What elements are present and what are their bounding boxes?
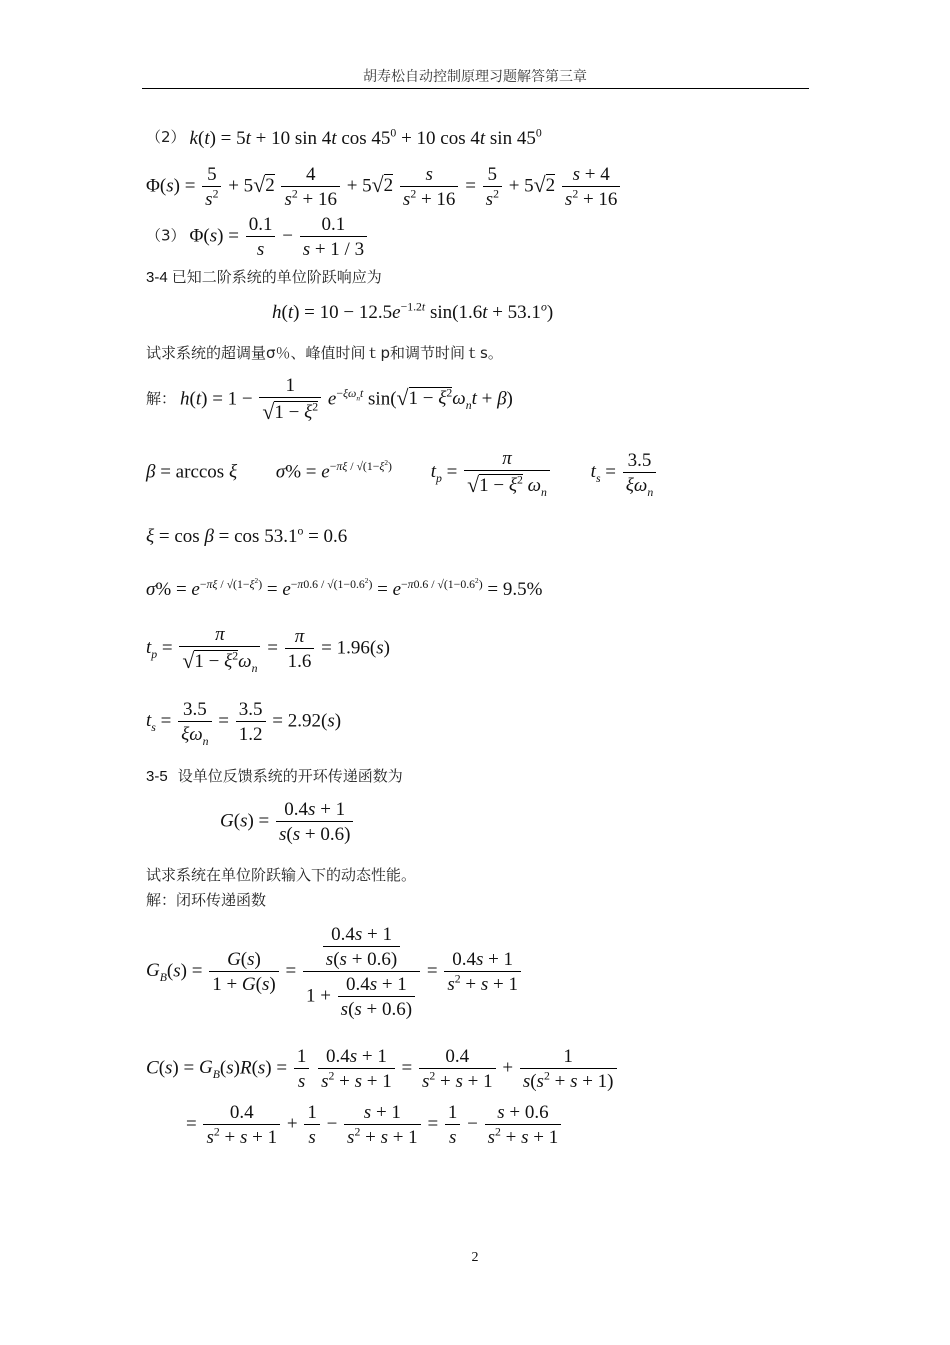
problem-3-5-heading (146, 765, 403, 786)
solution-3-5-heading (146, 889, 266, 910)
page-header: 胡寿松自动控制原理习题解答第三章 (363, 69, 587, 85)
definitions-line (146, 449, 658, 497)
part-2-label: （2） (146, 128, 186, 146)
problem-3-4-question: 试求系统的超调量σ％、峰值时间ｔp和调节时间ｔs。 (146, 344, 503, 362)
xi-line (146, 524, 348, 547)
peak-time-line (146, 625, 390, 673)
open-loop-formula: G(s) = $\frac{0.4s + 1}{s(s + 0.6)}$ (220, 800, 355, 844)
phi-s-formula: Φ(s) = $\frac{5}{s^2}$ + 5√2 $\frac{4}{s^2 + 16}$ + 5√2 $\frac{s}{s^2 + 16}$ = $\frac{5}{s^2}$ + 5√2 $\frac{s + 4}{s^2 + 16}$ (146, 165, 622, 209)
problem-3-4-text: 已知二阶系统的单位阶跃响应为 (171, 268, 382, 286)
part-3-formula: Φ(s) = $\frac{0.1}{s}$ − $\frac{0.1}{s + 1 / 3}$ (190, 215, 370, 259)
overshoot-line (146, 575, 543, 600)
closed-loop-label: 闭环传递函数 (176, 891, 267, 909)
closed-loop-line (146, 925, 523, 1019)
problem-3-4-number: 3-4 (146, 269, 168, 286)
solution-h-line (146, 376, 513, 424)
closed-loop-formula: $G_B(s)$ = $\frac{G(s)}{1 + G(s)}$ = $\frac{0.4s + 1}{s(s + 0.6)}$ 1 + $\frac{0.4s + 1}{s(s + 0.6)}$ = $\frac{0.4s + 1}{s^2 + s + 1}$ (146, 925, 523, 1019)
k-of-t-line (146, 126, 542, 148)
output-formula-2: = $\frac{0.4}{s^2 + s + 1}$ + $\frac{1}{s}$ − $\frac{s + 1}{s^2 + s + 1}$ = $\frac{1}{s}$ − $\frac{s + 0.6}{s^2 + s + 1}$ (186, 1103, 563, 1147)
h-of-t-formula: $h(t) = 10 - 12.5e^{-1.2t}$ $\sin(1.6t + 53.1^o)$ (272, 300, 554, 323)
settling-time-line (146, 699, 342, 748)
open-loop-line (220, 800, 355, 844)
overshoot-formula: $\sigma\% = e^{-\pi\xi / √(1-\xi^2)} = e^{-\pi 0.6 / √(1-0.6^2)} = e^{-\pi 0.6 / √(1-0.6^2)} = 9.5\%$ (146, 575, 543, 600)
part-3-label: （3） (146, 226, 186, 245)
problem-3-4-heading (146, 266, 382, 287)
phi-s-line (146, 165, 622, 209)
solution-label-3-5: 解： (146, 891, 177, 909)
part-3-line (146, 215, 369, 259)
solution-h-formula: h(t) = 1 − $\frac{1}{√1 - \xi^2}$ $e^{-\xi\omega_nt}$ $\sin(√1 - \xi^2\omega_nt + \beta)$ (180, 375, 513, 425)
settling-time-formula: $t_s$ = $\frac{3.5}{\xi\omega_n}$ = $\frac{3.5}{1.2}$ = 2.92(s) (146, 699, 342, 748)
header-rule (142, 88, 809, 89)
solution-label-3-4: 解： (146, 389, 177, 408)
problem-3-5-question: 试求系统在单位阶跃输入下的动态性能。 (146, 866, 417, 884)
problem-3-5-number: 3-5 (146, 768, 168, 785)
output-line-1 (146, 1047, 619, 1091)
output-formula-1: $C(s) = G_B(s)R(s)$ = $\frac{1}{s}$ $\frac{0.4s + 1}{s^2 + s + 1}$ = $\frac{0.4}{s^2 + s + 1}$ + $\frac{1}{s(s^2 + s + 1)}$ (146, 1047, 619, 1091)
h-of-t-given (272, 300, 554, 323)
definitions-formula: β = arccos ξ $\sigma\% = e^{-\pi\xi / √(1-\xi^2)}$ $t_p$ = $\frac{\pi}{√1 - \xi^2 \omega_n}$ $t_s$ = $\frac{3.5}{\xi\omega_n}$ (146, 449, 658, 497)
problem-3-5-text: 设单位反馈系统的开环传递函数为 (177, 767, 403, 785)
xi-formula: $\xi = \cos \beta = \cos 53.1^o = 0.6$ (146, 524, 348, 547)
page-number: 2 (471, 1250, 479, 1265)
output-line-2 (186, 1103, 563, 1147)
k-of-t-formula: k(t) = 5t + 10 sin 4t $\cos 45^0 + 10$ cos 4t $\sin 45^0$ (189, 126, 542, 149)
peak-time-formula: $t_p$ = $\frac{\pi}{√1 - \xi^2\omega_n}$ = $\frac{\pi}{1.6}$ = 1.96(s) (146, 624, 390, 675)
